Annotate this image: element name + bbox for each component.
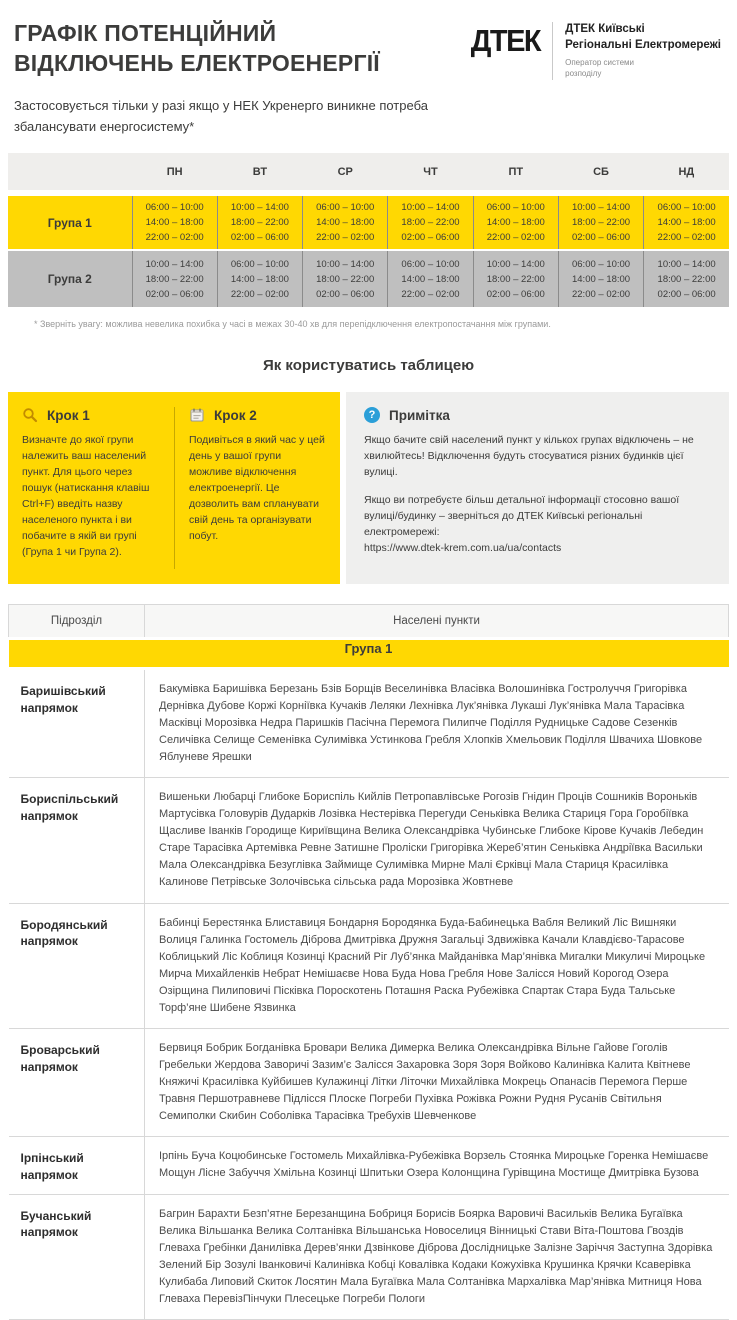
table-row <box>9 778 729 903</box>
time-slot: 10:00 – 14:00 <box>316 258 375 270</box>
time-slot: 06:00 – 10:00 <box>230 258 289 270</box>
howto-section <box>8 392 729 584</box>
schedule-cell <box>558 250 643 307</box>
step-2-heading <box>189 407 326 423</box>
settlements-list: Бакумівка Баришівка Березань Бзів Борщів Веселинівка Власівка Волошинівка Гостролуччя Григорівка Дернівка Дубове Коржі Корніївка Кучаків Леляки Лехнівка Лук’янівка Лукаші Лук’янівка Мала Тарасівка Масківці Морозівка Недра Паришків Пасічна Перемога Пилипче Поділля Рудницьке Садове Сезенків Селичівка Селище Семенівка Сулимівка Устинкова Гребля Хлопків Хмельовик Поділля Швачиха Шовкове Яблуневе Ярешки <box>145 668 729 777</box>
table-row <box>9 1028 729 1136</box>
time-slot: 14:00 – 18:00 <box>486 217 545 229</box>
steps-box <box>8 392 340 584</box>
schedule-cell <box>303 193 388 250</box>
time-slot: 06:00 – 10:00 <box>486 202 545 214</box>
schedule-footnote: * Зверніть увагу: можлива невелика похибка у часі в межах 30-40 хв для перепідключення електропостачання між групами. <box>34 319 551 330</box>
time-slot: 14:00 – 18:00 <box>657 217 716 229</box>
time-slot: 02:00 – 06:00 <box>230 232 289 244</box>
time-slot: 18:00 – 22:00 <box>571 217 631 229</box>
time-slot: 18:00 – 22:00 <box>230 217 289 229</box>
operator-line-1: Оператор системи <box>565 58 635 68</box>
howto-title: Як користуватись таблицею <box>262 357 475 375</box>
time-slot: 10:00 – 14:00 <box>145 258 204 270</box>
day-header-wed: СР <box>303 153 388 193</box>
dtek-logo <box>471 22 721 80</box>
schedule-days-row <box>8 153 729 193</box>
header-left <box>14 18 428 137</box>
schedule-cell <box>473 193 558 250</box>
table-row <box>9 668 729 777</box>
schedule-cell <box>473 250 558 307</box>
time-slot: 10:00 – 14:00 <box>657 258 716 270</box>
schedule-cell <box>132 250 217 307</box>
step-1-text: Визначте до якої групи належить ваш населений пункт. Для цього через пошук (натискання клавіш Ctrl+F) введіть назву населеного пункта і ви побачите в якій ви групі (Група 1 чи Група 2). <box>22 434 150 558</box>
time-slot: 14:00 – 18:00 <box>401 273 460 285</box>
time-slot: 14:00 – 18:00 <box>230 273 289 285</box>
time-slot: 14:00 – 18:00 <box>145 217 204 229</box>
time-slot: 22:00 – 02:00 <box>657 232 716 244</box>
time-slot: 06:00 – 10:00 <box>145 202 204 214</box>
time-slot: 06:00 – 10:00 <box>571 258 631 270</box>
schedule-cell <box>388 193 473 250</box>
note-paragraph-2-text: Якщо ви потребуєте більш детальної інформації стосовно вашої вулиці/будинку – зверніться до ДТЕК Київські регіональні електромережі: <box>364 494 680 539</box>
time-slot: 22:00 – 02:00 <box>230 288 289 300</box>
note-paragraph-2 <box>364 493 711 557</box>
time-slot: 22:00 – 02:00 <box>316 232 375 244</box>
group1-label: Група 1 <box>8 193 132 250</box>
page-title <box>14 18 428 79</box>
subtitle-line-1: Застосовується тільки у разі якщо у НЕК Укренерго виникне потреба <box>14 97 428 113</box>
schedule-cell <box>132 193 217 250</box>
time-slot: 18:00 – 22:00 <box>145 273 204 285</box>
day-header-sun: НД <box>644 153 729 193</box>
title-line-1: ГРАФІК ПОТЕНЦІЙНИЙ <box>14 20 277 46</box>
direction-name: Ірпінський напрямок <box>9 1137 145 1195</box>
settlements-table-header <box>9 604 729 638</box>
table-row <box>9 903 729 1028</box>
settlements-list: Вишеньки Любарці Глибоке Бориспіль Кийлів Петропавлівське Рогозів Гнідин Проців Сошників Вороньків Мартусівка Головурів Дударків Лозівка Нестерівка Перегуди Сеньківка Велика Стариця Гора Горобіївка Щасливе Іванків Городище Кириївщина Велика Олександрівка Чубинське Глибоке Кірове Кучаків Лебедин Старе Тарасівка Артемівка Ревне Затишне Проліски Григорівка Жереб’ятин Сеньківка Андріївка Васильки Мала Олександрівка Безуглівка Займище Сулимівка Мирне Малі Єрківці Мала Стариця Красилівка Калинове Петрівське Золочівська сільська рада Морозівка Жовтневе <box>145 778 729 903</box>
direction-name: Бучанський напрямок <box>9 1194 145 1319</box>
schedule-cell <box>644 193 729 250</box>
step-1-heading <box>22 407 160 423</box>
time-slot: 02:00 – 06:00 <box>486 288 545 300</box>
logo-divider <box>552 22 553 80</box>
col-header-subdivision: Підрозділ <box>9 604 145 638</box>
time-slot: 02:00 – 06:00 <box>401 232 460 244</box>
day-header-thu: ЧТ <box>388 153 473 193</box>
time-slot: 14:00 – 18:00 <box>316 217 375 229</box>
note-title: Примітка <box>389 407 450 423</box>
direction-name: Баришівський напрямок <box>9 668 145 777</box>
schedule-cell <box>303 250 388 307</box>
time-slot: 14:00 – 18:00 <box>571 273 631 285</box>
company-line-1: ДТЕК Київські <box>565 23 645 35</box>
day-header-sat: СБ <box>558 153 643 193</box>
group2-label: Група 2 <box>8 250 132 307</box>
time-slot: 22:00 – 02:00 <box>571 288 631 300</box>
outage-schedule-table <box>8 153 729 307</box>
step-1 <box>8 407 174 569</box>
time-slot: 10:00 – 14:00 <box>486 258 545 270</box>
page-subtitle <box>14 96 428 138</box>
time-slot: 10:00 – 14:00 <box>230 202 289 214</box>
direction-name: Броварський напрямок <box>9 1028 145 1136</box>
time-slot: 02:00 – 06:00 <box>657 288 716 300</box>
time-slot: 18:00 – 22:00 <box>486 273 545 285</box>
time-slot: 22:00 – 02:00 <box>145 232 204 244</box>
time-slot: 18:00 – 22:00 <box>657 273 716 285</box>
time-slot: 02:00 – 06:00 <box>316 288 375 300</box>
schedule-cell <box>217 193 302 250</box>
time-slot: 06:00 – 10:00 <box>401 258 460 270</box>
settlements-list: Багрин Барахти Безп’ятне Березанщина Бобриця Борисів Боярка Варовичі Васильків Велика Бугаївка Велика Вільшанка Велика Солтанівка Вільшанська Новоселиця Вінницькі Стави Віта-Поштова Гвоздів Глеваха Гребінки Данилівка Дерев’янки Дзвінкове Діброва Дослідницьке Залізне Заріччя Заступна Здорівка Зелений Бір Зозулі Іванковичі Калинівка Кобці Ковалівка Кодаки Кожухівка Крушинка Крячки Ксаверівка Кулибаба Липовий Скиток Лосятин Мала Бугаївка Мала Солтанівка Мархалівка Мар’янівка Митниця Нова Глеваха ПеревізПінчуки Плесецьке Погреби Пологи <box>145 1194 729 1319</box>
direction-name: Бородянський напрямок <box>9 903 145 1028</box>
table-row <box>9 1137 729 1195</box>
day-header-mon: ПН <box>132 153 217 193</box>
note-text <box>364 433 711 557</box>
time-slot: 18:00 – 22:00 <box>316 273 375 285</box>
group1-band: Група 1 <box>9 638 729 668</box>
step-2-title: Крок 2 <box>214 407 257 423</box>
time-slot: 02:00 – 06:00 <box>571 232 631 244</box>
calendar-icon <box>189 407 205 423</box>
col-header-settlements: Населені пункти <box>145 604 729 638</box>
day-header-fri: ПТ <box>473 153 558 193</box>
company-name <box>565 22 721 53</box>
note-paragraph-1: Якщо бачите свій населений пункт у кількох групах відключень – не хвилюйтесь! Відключення будуть стосуватися різних будинків цієї вулиці. <box>364 434 694 479</box>
schedule-cell <box>388 250 473 307</box>
subtitle-line-2: збалансувати енергосистему* <box>14 118 195 134</box>
schedule-cell <box>558 193 643 250</box>
note-box <box>346 392 729 584</box>
time-slot: 06:00 – 10:00 <box>316 202 375 214</box>
settlements-table <box>8 604 729 1320</box>
page-header <box>0 0 737 137</box>
time-slot: 22:00 – 02:00 <box>401 288 460 300</box>
schedule-cell <box>644 250 729 307</box>
note-heading <box>364 407 711 423</box>
magnifier-icon <box>22 407 38 423</box>
time-slot: 10:00 – 14:00 <box>401 202 460 214</box>
group1-row <box>8 193 729 250</box>
dtek-logo-icon: ДТЕК <box>470 24 541 59</box>
time-slot: 22:00 – 02:00 <box>486 232 545 244</box>
group2-row <box>8 250 729 307</box>
operator-line-2: розподілу <box>565 68 602 78</box>
step-1-title: Крок 1 <box>47 407 90 423</box>
day-header-tue: ВТ <box>217 153 302 193</box>
title-line-2: ВІДКЛЮЧЕНЬ ЕЛЕКТРОЕНЕРГІЇ <box>14 50 380 77</box>
step-2-text: Подивіться в який час у цей день у вашої групи можливе відключення електроенергії. Це дозволить вам спланувати свій день та організувати побут. <box>189 434 325 543</box>
schedule-cell <box>217 250 302 307</box>
direction-name: Бориспільський напрямок <box>9 778 145 903</box>
time-slot: 18:00 – 22:00 <box>401 217 460 229</box>
settlements-list: Бабинці Берестянка Блиставиця Бондарня Бородянка Буда-Бабинецька Вабля Великий Ліс Вишняки Волиця Галинка Гостомель Діброва Дмитрівка Дружня Загальці Здвижівка Качали Клавдієво-Тарасове Коблицький Ліс Коблиця Козинці Красний Ріг Луб’янка Майданівка Мар’янівка Мигалки Микуличі Мироцьке Мирча Михайленків Небрат Немішаєве Нова Буда Нова Гребля Нове Залісся Новий Корогод Озера Озірщина Пилиповичі Пісківка Пороскотень Поташня Раска Рубежівка Спартак Стара Буда Тальське Торф’яне Шибене Язвинка <box>145 903 729 1028</box>
company-line-2: Регіональні Електромережі <box>565 38 721 51</box>
contacts-url[interactable]: https://www.dtek-krem.com.ua/ua/contacts <box>364 542 562 555</box>
group1-band-row <box>9 638 729 668</box>
settlements-list: Ірпінь Буча Коцюбинське Гостомель Михайлівка-Рубежівка Ворзель Стоянка Мироцьке Горенка Немішаєве Мощун Лісне Забуччя Хмільна Козинці Шпитьки Озера Колонщина Гурівщина Мостище Дмитрівка Бузова <box>145 1137 729 1195</box>
question-icon: ? <box>364 407 380 423</box>
time-slot: 02:00 – 06:00 <box>145 288 204 300</box>
logo-text <box>565 22 721 80</box>
settlements-list: Бервиця Бобрик Богданівка Бровари Велика Димерка Велика Олександрівка Вільне Гайове Гоголів Гребельки Жердова Заворичі Зазим’є Залісся Захаровка Зоря Зоря Войково Калинівка Калита Квітневе Княжичі Красилівка Куйбишев Кулажинці Літки Літочки Михайлівка Мокрець Опанасів Перемога Перше Травня Першотравневе Підлісся Плоске Погреби Пухівка Рожівка Рожни Рудня Русанів Світильня Семиполки Скибин Соболівка Тарасівка Требухів Шевченкове <box>145 1028 729 1136</box>
schedule-corner-cell <box>8 153 132 193</box>
time-slot: 06:00 – 10:00 <box>657 202 716 214</box>
table-row <box>9 1194 729 1319</box>
operator-caption <box>565 58 721 80</box>
step-2 <box>174 407 340 569</box>
time-slot: 10:00 – 14:00 <box>571 202 631 214</box>
